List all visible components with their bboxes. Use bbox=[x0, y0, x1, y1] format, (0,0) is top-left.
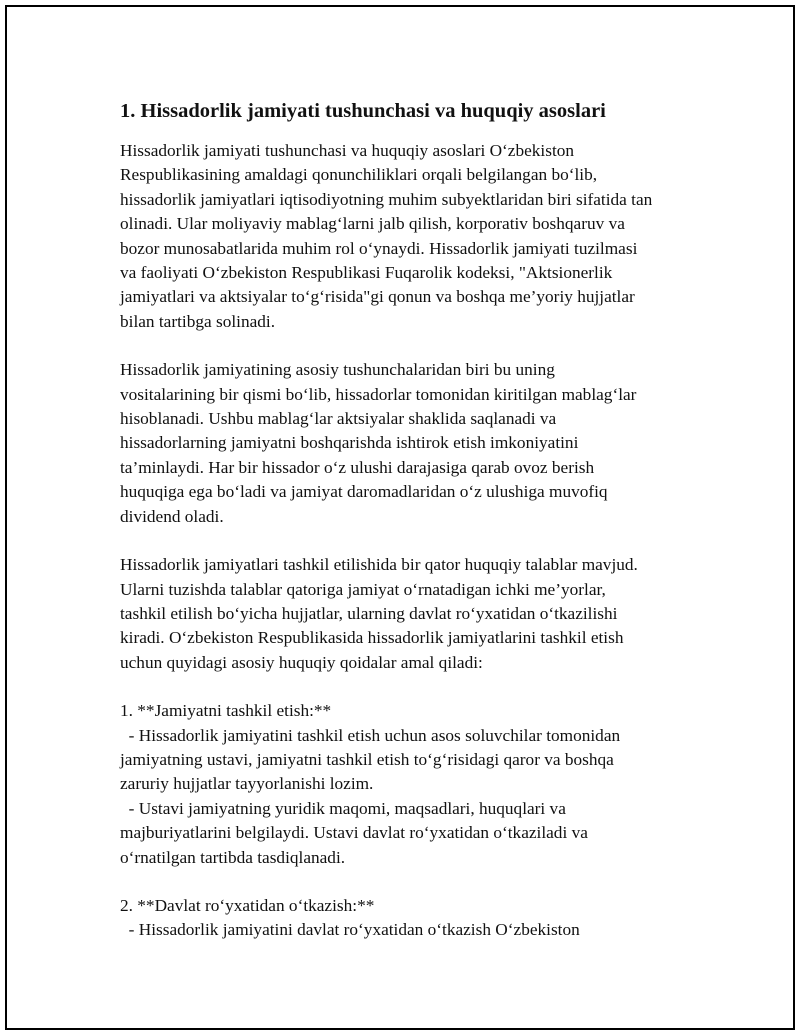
document-body bbox=[120, 97, 698, 967]
text-line: olinadi. Ular moliyaviy mablag‘larni jalb qilish, korporativ boshqaruv va bbox=[120, 214, 625, 234]
text-line: - Hissadorlik jamiyatini tashkil etish uchun asos soluvchilar tomonidan bbox=[120, 725, 621, 745]
paragraph bbox=[120, 894, 698, 943]
paragraph bbox=[120, 358, 698, 529]
text-line: bozor munosabatlarida muhim rol o‘ynaydi. Hissadorlik jamiyati tuzilmasi bbox=[120, 238, 638, 258]
text-line: huquqiga ega bo‘ladi va jamiyat daromadlaridan o‘z ulushiga muvofiq bbox=[120, 482, 608, 502]
text-line: tashkil etilish bo‘yicha hujjatlar, ularning davlat ro‘yxatidan o‘tkazilishi bbox=[120, 603, 618, 623]
text-line: Ularni tuzishda talablar qatoriga jamiyat o‘rnatadigan ichki me’yorlar, bbox=[120, 579, 606, 599]
paragraph bbox=[120, 699, 698, 870]
text-line: o‘rnatilgan tartibda tasdiqlanadi. bbox=[120, 847, 346, 867]
text-line: zaruriy hujjatlar tayyorlanishi lozim. bbox=[120, 774, 374, 794]
text-line: dividend oladi. bbox=[120, 506, 224, 526]
text-line: hissadorlarning jamiyatni boshqarishda ishtirok etish imkoniyatini bbox=[120, 433, 579, 453]
text-line: ta’minlaydi. Har bir hissador o‘z ulushi darajasiga qarab ovoz berish bbox=[120, 457, 595, 477]
text-line: vositalarining bir qismi bo‘lib, hissadorlar tomonidan kiritilgan mablag‘lar bbox=[120, 384, 637, 404]
paragraph bbox=[120, 553, 698, 675]
text-line: 2. **Davlat ro‘yxatidan o‘tkazish:** bbox=[120, 895, 375, 915]
text-line: - Hissadorlik jamiyatini davlat ro‘yxatidan o‘tkazish O‘zbekiston bbox=[120, 920, 580, 940]
text-line: Hissadorlik jamiyatlari tashkil etilishida bir qator huquqiy talablar mavjud. bbox=[120, 555, 638, 575]
text-line: va faoliyati O‘zbekiston Respublikasi Fuqarolik kodeksi, "Aktsionerlik bbox=[120, 263, 613, 283]
text-line: majburiyatlarini belgilaydi. Ustavi davlat ro‘yxatidan o‘tkaziladi va bbox=[120, 823, 588, 843]
text-line: jamiyatlari va aktsiyalar to‘g‘risida"gi qonun va boshqa me’yoriy hujjatlar bbox=[120, 287, 635, 307]
text-line: Hissadorlik jamiyati tushunchasi va huquqiy asoslari O‘zbekiston bbox=[120, 141, 575, 160]
paragraphs bbox=[120, 139, 698, 943]
text-line: Respublikasining amaldagi qonunchiliklari orqali belgilangan bo‘lib, bbox=[120, 165, 598, 185]
paragraph bbox=[120, 139, 698, 334]
text-line: Hissadorlik jamiyatining asosiy tushunchalaridan biri bu uning bbox=[120, 360, 555, 380]
text-line: hissadorlik jamiyatlari iqtisodiyotning muhim subyektlaridan biri sifatida tan bbox=[120, 189, 653, 209]
page-frame bbox=[5, 5, 795, 1030]
section-heading: 1. Hissadorlik jamiyati tushunchasi va huquqiy asoslari bbox=[120, 100, 606, 122]
text-line: jamiyatning ustavi, jamiyatni tashkil etish to‘g‘risidagi qaror va boshqa bbox=[120, 749, 614, 769]
text-line: kiradi. O‘zbekiston Respublikasida hissadorlik jamiyatlarini tashkil etish bbox=[120, 628, 624, 648]
text-line: uchun quyidagi asosiy huquqiy qoidalar amal qiladi: bbox=[120, 652, 483, 672]
text-line: hisoblanadi. Ushbu mablag‘lar aktsiyalar shaklida saqlanadi va bbox=[120, 409, 557, 429]
text-line: 1. **Jamiyatni tashkil etish:** bbox=[120, 701, 332, 721]
text-line: bilan tartibga solinadi. bbox=[120, 311, 276, 331]
text-line: - Ustavi jamiyatning yuridik maqomi, maqsadlari, huquqlari va bbox=[120, 798, 566, 818]
